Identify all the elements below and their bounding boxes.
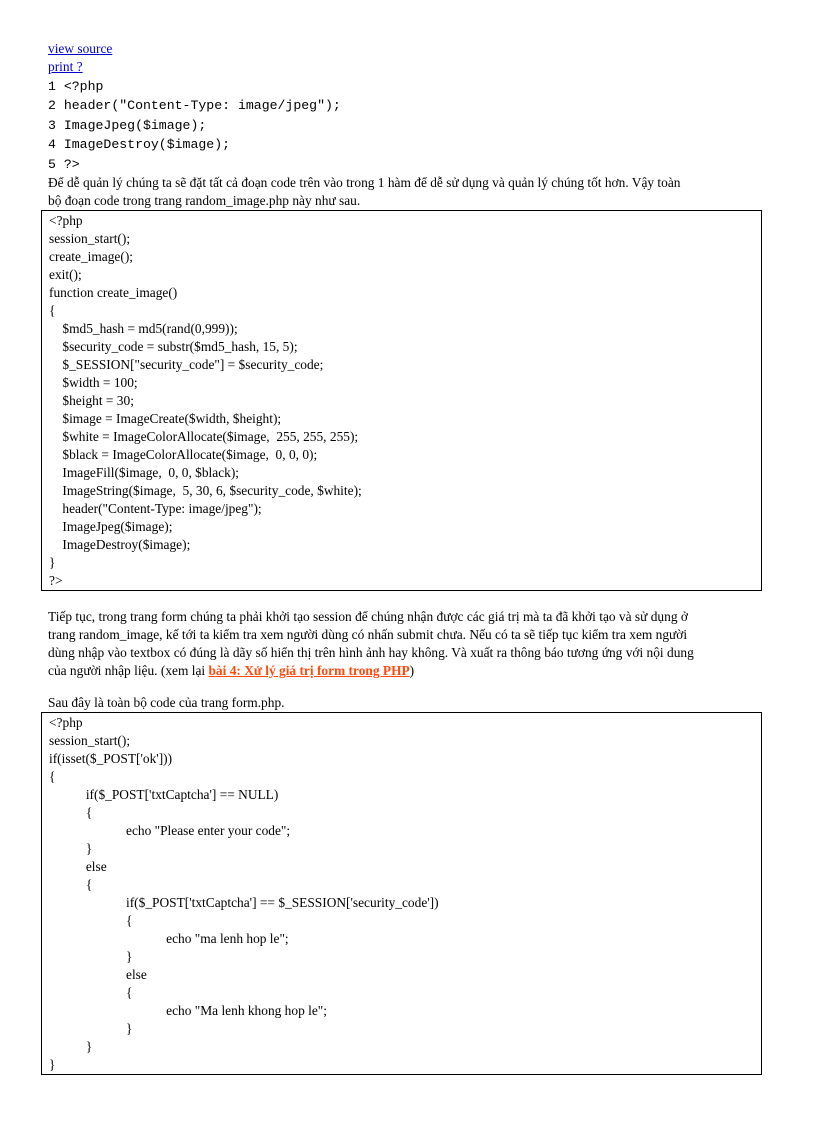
code-line: if(isset($_POST['ok'])) bbox=[49, 751, 173, 767]
code-line: ?> bbox=[49, 573, 63, 589]
code-line: { bbox=[49, 877, 93, 893]
code-line: echo "Please enter your code"; bbox=[49, 823, 291, 839]
code-line: <?php bbox=[49, 213, 83, 229]
document-page bbox=[48, 40, 768, 1075]
code-line: { bbox=[49, 303, 56, 319]
random-image-code-box bbox=[41, 210, 762, 591]
code-line: $security_code = substr($md5_hash, 15, 5); bbox=[49, 339, 298, 355]
line-code: header("Content-Type: image/jpeg"); bbox=[63, 98, 341, 114]
code-line: function create_image() bbox=[49, 285, 178, 301]
code-line: ImageString($image, 5, 30, 6, $security_code, $white); bbox=[49, 483, 362, 499]
form-code-box bbox=[41, 712, 762, 1075]
paragraph-line: dùng nhập vào textbox có đúng là dãy số hiển thị trên hình ảnh hay không. Và xuất ra thông báo tương ứng với nội dung bbox=[48, 645, 694, 661]
code-line: <?php bbox=[49, 715, 83, 731]
code-line: $black = ImageColorAllocate($image, 0, 0, 0); bbox=[49, 447, 318, 463]
code-line: exit(); bbox=[49, 267, 82, 283]
line-code: <?php bbox=[63, 79, 104, 94]
code-line: { bbox=[49, 805, 93, 821]
lesson-4-link[interactable]: bài 4: Xử lý giá trị form trong PHP bbox=[208, 663, 410, 679]
line-code: ImageDestroy($image); bbox=[63, 137, 231, 153]
paragraph-line: trang random_image, kế tới ta kiểm tra xem người dùng có nhấn submit chưa. Nếu có ta sẽ tiếp tục kiểm tra xem người bbox=[48, 627, 688, 643]
line-number: 5 bbox=[48, 156, 56, 172]
line-code: ImageJpeg($image); bbox=[63, 117, 207, 133]
code-line: { bbox=[49, 985, 133, 1001]
code-line bbox=[48, 155, 768, 174]
code-line: { bbox=[49, 769, 56, 785]
paragraph-line: bộ đoạn code trong trang random_image.php này như sau. bbox=[48, 193, 361, 209]
form-code-intro: Sau đây là toàn bộ code của trang form.php. bbox=[48, 695, 285, 711]
code-line bbox=[48, 77, 768, 96]
code-line: header("Content-Type: image/jpeg"); bbox=[49, 501, 262, 517]
code-line: create_image(); bbox=[49, 249, 134, 265]
paragraph-line: Để dễ quản lý chúng ta sẽ đặt tất cả đoạn code trên vào trong 1 hàm để dễ sử dụng và quản lý chúng tốt hơn. Vậy toàn bbox=[48, 175, 681, 191]
code-line: { bbox=[49, 913, 133, 929]
code-line: } bbox=[49, 949, 133, 965]
code-line: ImageFill($image, 0, 0, $black); bbox=[49, 465, 240, 481]
code-line: $white = ImageColorAllocate($image, 255, 255, 255); bbox=[49, 429, 359, 445]
code-line: echo "ma lenh hop le"; bbox=[49, 931, 289, 947]
code-line: } bbox=[49, 1021, 133, 1037]
code-line: else bbox=[49, 967, 147, 983]
code-line: } bbox=[49, 1057, 56, 1073]
view-source-link[interactable]: view source bbox=[48, 41, 113, 56]
paragraph-line: ) bbox=[409, 663, 415, 679]
code-line: } bbox=[49, 841, 93, 857]
code-line: if($_POST['txtCaptcha'] == NULL) bbox=[49, 787, 279, 803]
code-line: } bbox=[49, 555, 56, 571]
code-line: } bbox=[49, 1039, 93, 1055]
paragraph-line: của người nhập liệu. (xem lại bbox=[48, 663, 209, 679]
line-number: 3 bbox=[48, 117, 56, 133]
code-line: ImageJpeg($image); bbox=[49, 519, 173, 535]
code-line bbox=[48, 116, 768, 135]
session-explanation-paragraph bbox=[48, 608, 768, 680]
code-line: $image = ImageCreate($width, $height); bbox=[49, 411, 282, 427]
line-number: 2 bbox=[48, 98, 56, 114]
code-line: session_start(); bbox=[49, 733, 131, 749]
code-line bbox=[48, 135, 768, 154]
line-code: ?> bbox=[63, 156, 80, 172]
line-number: 1 bbox=[48, 79, 56, 94]
code-line: else bbox=[49, 859, 107, 875]
intro-paragraph bbox=[48, 174, 768, 210]
code-line: if($_POST['txtCaptcha'] == $_SESSION['security_code']) bbox=[49, 895, 439, 911]
code-line: session_start(); bbox=[49, 231, 131, 247]
print-link[interactable]: print ? bbox=[48, 59, 83, 74]
code-line: $_SESSION["security_code"] = $security_code; bbox=[49, 357, 324, 373]
code-line bbox=[48, 96, 768, 115]
code-line: $md5_hash = md5(rand(0,999)); bbox=[49, 321, 238, 337]
code-line: $height = 30; bbox=[49, 393, 134, 409]
code-line: $width = 100; bbox=[49, 375, 138, 391]
line-number: 4 bbox=[48, 137, 56, 153]
numbered-code-snippet bbox=[48, 77, 768, 174]
code-line: ImageDestroy($image); bbox=[49, 537, 191, 553]
paragraph-line: Tiếp tục, trong trang form chúng ta phải khởi tạo session để chúng nhận được các giá trị mà ta đã khởi tạo và sử dụng ở bbox=[48, 609, 688, 625]
code-line: echo "Ma lenh khong hop le"; bbox=[49, 1003, 327, 1019]
